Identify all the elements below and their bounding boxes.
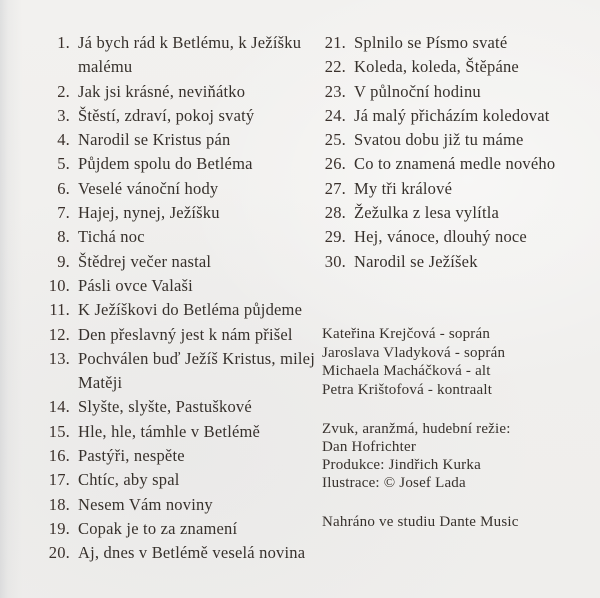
track-number: 15.: [48, 421, 70, 441]
track-number: 8.: [57, 227, 70, 247]
track-number: 5.: [57, 154, 70, 174]
track-item: [36, 347, 320, 396]
performer-credit: Kateřina Krejčová - soprán: [322, 326, 491, 342]
track-title: Slyšte, slyšte, Pastuškové: [78, 397, 252, 417]
track-item: [312, 201, 578, 225]
track-title: Pochválen buď Ježíš Kristus, milej Matěji: [78, 348, 315, 393]
track-title: Já malý přicházím koledovat: [354, 105, 550, 125]
track-item: [36, 468, 320, 492]
track-title: Aj, dnes v Betlémě veselá novina: [78, 543, 306, 563]
track-item: [36, 250, 320, 274]
track-number: 11.: [49, 300, 70, 320]
track-item: [36, 80, 320, 104]
track-number: 28.: [324, 203, 346, 223]
credits-block: [322, 325, 572, 532]
track-item: [36, 177, 320, 201]
tracklist-left-column: [36, 31, 320, 566]
track-number: 24.: [324, 105, 346, 125]
track-title: Pásli ovce Valaši: [78, 275, 193, 295]
track-item: [36, 225, 320, 249]
track-number: 7.: [57, 203, 70, 223]
track-title: Svatou dobu již tu máme: [354, 130, 524, 150]
track-number: 10.: [48, 275, 70, 295]
track-title: Den přeslavný jest k nám přišel: [78, 324, 293, 344]
studio-credit: Nahráno ve studiu Dante Music: [322, 514, 519, 531]
track-title: Copak je to za znamení: [78, 518, 238, 538]
track-title: Štěstí, zdraví, pokoj svatý: [78, 105, 255, 125]
track-number: 2.: [57, 81, 70, 101]
track-title: Chtíc, aby spal: [78, 470, 180, 490]
track-item: [36, 517, 320, 541]
track-title: Tichá noc: [78, 227, 145, 247]
track-title: Koleda, koleda, Štěpáne: [354, 57, 519, 77]
track-title: Půjdem spolu do Betléma: [78, 154, 253, 174]
production-credit: Zvuk, aranžmá, hudební režie:: [322, 421, 511, 438]
track-title: Co to znamená medle nového: [354, 154, 556, 174]
track-number: 17.: [48, 470, 70, 490]
track-number: 12.: [48, 324, 70, 344]
track-number: 30.: [324, 251, 346, 271]
track-item: [36, 444, 320, 468]
track-number: 26.: [324, 154, 346, 174]
track-title: Nesem Vám noviny: [78, 494, 213, 514]
track-item: [312, 80, 578, 104]
track-number: 22.: [324, 57, 346, 77]
track-title: Štědrej večer nastal: [78, 251, 212, 271]
track-title: Jak jsi krásné, neviňátko: [78, 81, 246, 101]
track-number: 3.: [57, 105, 70, 125]
track-title: Žežulka z lesa vylítla: [354, 203, 500, 223]
track-item: [312, 152, 578, 176]
track-item: [36, 152, 320, 176]
track-number: 16.: [48, 446, 70, 466]
track-number: 18.: [48, 494, 70, 514]
track-item: [312, 31, 578, 55]
track-title: V půlnoční hodinu: [354, 81, 481, 101]
production-credit: Produkce: Jindřich Kurka: [322, 457, 481, 474]
track-title: K Ježíškovi do Betléma půjdeme: [78, 300, 303, 320]
track-number: 29.: [324, 227, 346, 247]
track-item: [36, 104, 320, 128]
track-title: Hej, vánoce, dlouhý noce: [354, 227, 527, 247]
track-number: 21.: [324, 33, 346, 52]
track-item: [36, 31, 320, 80]
track-item: [312, 225, 578, 249]
track-title: Pastýři, nespěte: [78, 446, 185, 466]
track-item: [36, 493, 320, 517]
track-number: 20.: [48, 543, 70, 563]
track-item: [312, 104, 578, 128]
performer-credit: Jaroslava Vladyková - soprán: [322, 344, 506, 361]
track-number: 1.: [57, 33, 70, 52]
track-item: [36, 323, 320, 347]
track-number: 19.: [48, 518, 70, 538]
track-item: [312, 177, 578, 201]
track-title: Narodil se Kristus pán: [78, 130, 231, 150]
production-credits: [322, 420, 572, 492]
track-title: Narodil se Ježíšek: [354, 251, 478, 271]
track-title: Splnilo se Písmo svaté: [354, 33, 508, 52]
performer-credit: Michaela Macháčková - alt: [322, 363, 491, 380]
track-number: 23.: [324, 81, 346, 101]
production-credit: Ilustrace: © Josef Lada: [322, 475, 466, 492]
track-item: [36, 274, 320, 298]
track-title: Hle, hle, támhle v Betlémě: [78, 421, 261, 441]
performers-list: [322, 325, 572, 399]
track-item: [36, 395, 320, 419]
production-credit: Dan Hofrichter: [322, 439, 417, 456]
track-item: [312, 55, 578, 79]
track-number: 14.: [48, 397, 70, 417]
track-number: 4.: [57, 130, 70, 150]
track-item: [36, 201, 320, 225]
track-title: Veselé vánoční hody: [78, 178, 219, 198]
track-title: My tři králové: [354, 178, 453, 198]
track-item: [36, 298, 320, 322]
track-item: [36, 128, 320, 152]
track-number: 6.: [57, 178, 70, 198]
track-item: [36, 541, 320, 565]
track-item: [36, 420, 320, 444]
track-item: [312, 128, 578, 152]
track-title: Hajej, nynej, Ježíšku: [78, 203, 220, 223]
track-number: 9.: [57, 251, 70, 271]
performer-credit: Petra Krištofová - kontraalt: [322, 381, 493, 398]
track-item: [312, 250, 578, 274]
tracklist-right-column: [312, 31, 578, 274]
track-title: Já bych rád k Betlému, k Ježíšku malému: [78, 33, 302, 77]
track-number: 25.: [324, 130, 346, 150]
track-number: 13.: [48, 348, 70, 368]
track-number: 27.: [324, 178, 346, 198]
